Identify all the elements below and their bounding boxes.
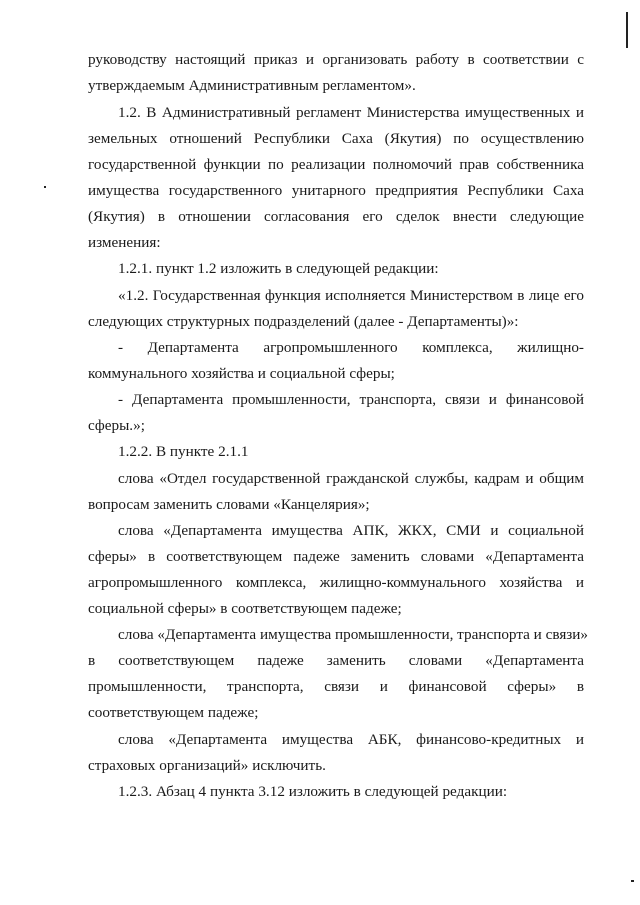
text-line: - Департамента промышленности, транспорта, связи и финансовой [118,391,584,408]
scan-dot-mark [44,186,46,188]
text-line: слова «Департамента имущества АПК, ЖКХ, СМИ и социальной [118,522,584,539]
text-line: имущества государственного унитарного предприятия Республики Саха [88,182,584,199]
text-line: слова «Департамента имущества промышленности, транспорта и связи» [118,626,589,643]
text-line: промышленности, транспорта, связи и финансовой сферы» в [88,678,584,695]
text-line: агропромышленного комплекса, жилищно-коммунального хозяйства и [88,574,584,591]
text-line: следующих структурных подразделений (далее - Департаменты)»: [88,313,519,330]
text-line: 1.2. В Административный регламент Министерства имущественных и [118,104,584,121]
text-line: государственной функции по реализации полномочий прав собственника [88,156,584,173]
text-line: страховых организаций» исключить. [88,757,326,774]
text-line: вопросам заменить словами «Канцелярия»; [88,496,370,513]
text-line: руководству настоящий приказ и организовать работу в соответствии с [88,51,584,68]
text-line: социальной сферы» в соответствующем падеже; [88,600,402,617]
text-line: сферы» в соответствующем падеже заменить словами «Департамента [88,548,584,565]
text-line: 1.2.1. пункт 1.2 изложить в следующей редакции: [118,260,439,277]
text-line: утверждаемым Административным регламентом». [88,77,416,94]
text-line: - Департамента агропромышленного комплекса, жилищно- [118,339,584,356]
text-line: (Якутия) в отношении согласования его сделок внести следующие [88,208,584,225]
text-line: земельных отношений Республики Саха (Якутия) по осуществлению [88,130,584,147]
text-line: сферы.»; [88,417,145,434]
scan-edge-mark [626,12,628,48]
text-line: «1.2. Государственная функция исполняется Министерством в лице его [118,287,584,304]
text-line: 1.2.3. Абзац 4 пункта 3.12 изложить в следующей редакции: [118,783,508,800]
text-line: в соответствующем падеже заменить словами «Департамента [88,652,584,669]
scan-corner-mark [631,880,634,882]
text-line: коммунального хозяйства и социальной сферы; [88,365,395,382]
text-line: изменения: [88,234,161,251]
text-line: соответствующем падеже; [88,704,259,721]
text-line: слова «Департамента имущества АБК, финансово-кредитных и [118,731,584,748]
text-line: слова «Отдел государственной гражданской службы, кадрам и общим [118,470,584,487]
text-line: 1.2.2. В пункте 2.1.1 [118,443,249,460]
